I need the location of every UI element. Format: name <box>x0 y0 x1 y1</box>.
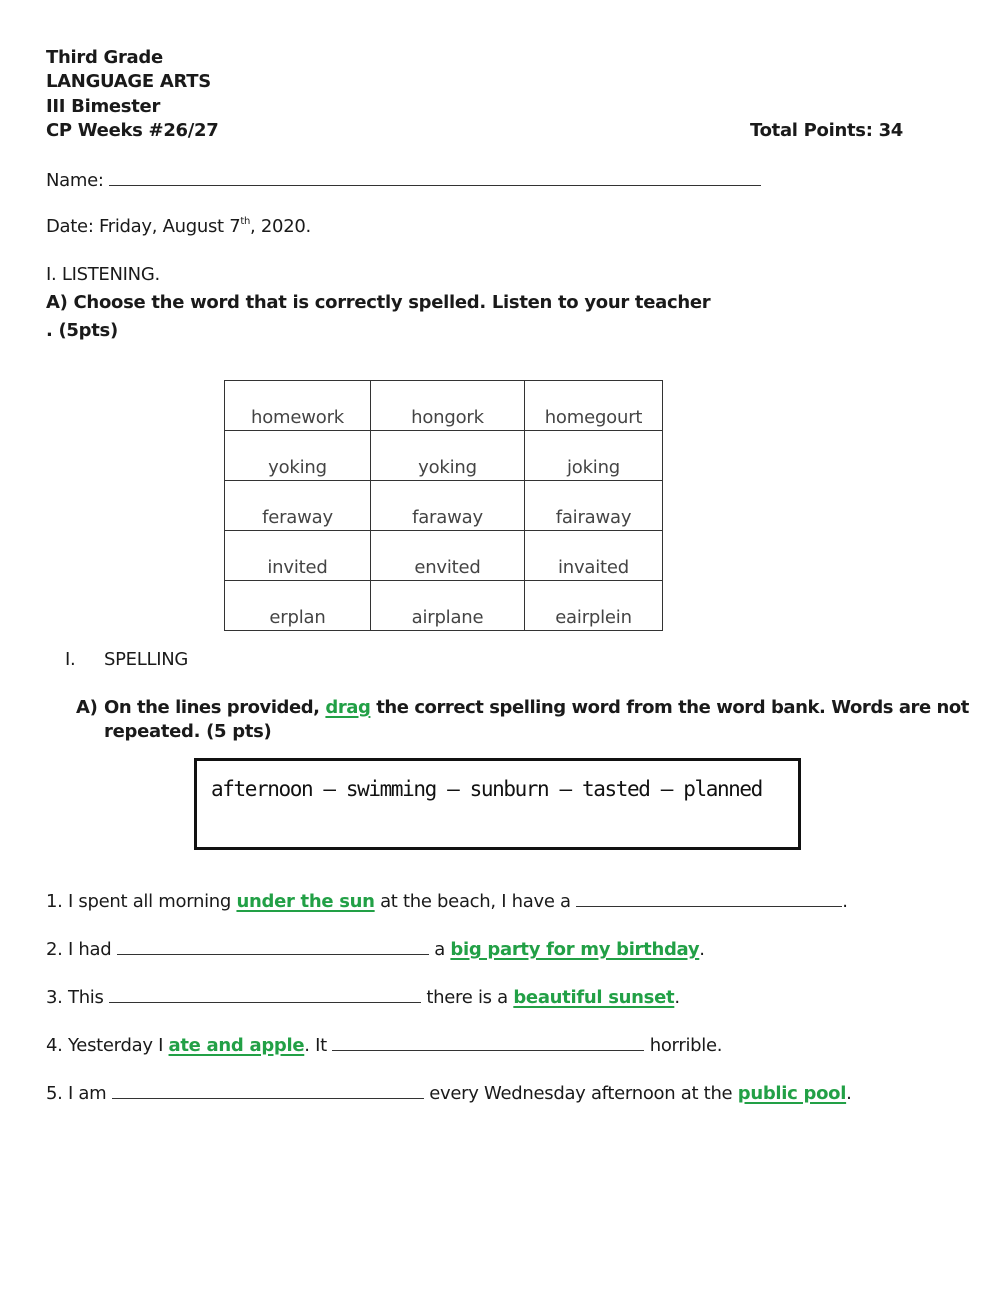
hint-link[interactable]: public pool <box>737 1083 847 1104</box>
name-label: Name: <box>46 170 104 191</box>
date-suffix: , 2020. <box>250 216 311 237</box>
sentence-text: . <box>842 891 848 912</box>
hint-link[interactable]: ate and apple <box>168 1035 305 1056</box>
word-option[interactable]: yoking <box>225 431 371 481</box>
name-row <box>46 167 761 193</box>
word-option[interactable]: airplane <box>371 581 525 631</box>
sentence-text: there is a <box>426 987 508 1008</box>
table-row <box>225 431 663 481</box>
table-row <box>225 381 663 431</box>
listening-instruction: A) Choose the word that is correctly spelled. Listen to your teacher <box>46 292 711 313</box>
header-weeks: CP Weeks #26/27 <box>46 120 219 141</box>
word-option[interactable]: hongork <box>371 381 525 431</box>
word-option[interactable]: feraway <box>225 481 371 531</box>
spelling-instruction-line2: repeated. (5 pts) <box>104 721 272 742</box>
drag-link[interactable]: drag <box>325 697 371 718</box>
date-line <box>46 215 311 239</box>
sentence-text: . <box>699 939 705 960</box>
word-option[interactable]: eairplein <box>525 581 663 631</box>
sentence-text: a <box>434 939 445 960</box>
sentence-text: 5. I am <box>46 1083 107 1104</box>
word-option[interactable]: invaited <box>525 531 663 581</box>
listening-points: . (5pts) <box>46 320 118 341</box>
answer-blank[interactable] <box>332 1032 644 1051</box>
instruction-post: the correct spelling word from the word bank. Words are not <box>376 697 969 718</box>
sentence-text: at the beach, I have a <box>380 891 571 912</box>
header-subject: LANGUAGE ARTS <box>46 71 211 92</box>
hint-link[interactable]: beautiful sunset <box>513 987 675 1008</box>
word-option[interactable]: yoking <box>371 431 525 481</box>
header-bimester: III Bimester <box>46 96 161 117</box>
table-row <box>225 531 663 581</box>
spelling-instruction-label: A) <box>76 697 98 718</box>
word-option[interactable]: fairaway <box>525 481 663 531</box>
word-option[interactable]: faraway <box>371 481 525 531</box>
sentence-text: 3. This <box>46 987 104 1008</box>
spelling-instruction <box>104 696 969 720</box>
word-bank-box <box>194 758 801 850</box>
answer-blank[interactable] <box>117 936 429 955</box>
sentence-1 <box>46 888 848 914</box>
header-grade: Third Grade <box>46 47 163 68</box>
total-points: Total Points: 34 <box>750 120 904 141</box>
sentence-text: horrible. <box>649 1035 723 1056</box>
sentence-5 <box>46 1080 852 1106</box>
sentence-text: . <box>674 987 680 1008</box>
section-spelling-number: I. <box>65 649 76 670</box>
date-sup: th <box>240 216 251 227</box>
sentence-3 <box>46 984 680 1010</box>
word-option[interactable]: envited <box>371 531 525 581</box>
sentence-text: 4. Yesterday I <box>46 1035 164 1056</box>
word-option[interactable]: homegourt <box>525 381 663 431</box>
section-listening-title: I. LISTENING. <box>46 264 160 285</box>
answer-blank[interactable] <box>109 984 421 1003</box>
date-prefix: Date: Friday, August 7 <box>46 216 241 237</box>
section-spelling-title: SPELLING <box>104 649 189 670</box>
answer-blank[interactable] <box>576 888 842 907</box>
name-blank[interactable] <box>109 167 761 186</box>
instruction-pre: On the lines provided, <box>104 697 320 718</box>
word-option[interactable]: joking <box>525 431 663 481</box>
word-choice-table <box>224 380 663 631</box>
sentence-text: every Wednesday afternoon at the <box>429 1083 733 1104</box>
word-option[interactable]: invited <box>225 531 371 581</box>
sentence-4 <box>46 1032 722 1058</box>
answer-blank[interactable] <box>112 1080 424 1099</box>
table-row <box>225 481 663 531</box>
sentence-text: . It <box>304 1035 327 1056</box>
sentence-text: 1. I spent all morning <box>46 891 232 912</box>
hint-link[interactable]: under the sun <box>236 891 375 912</box>
word-option[interactable]: homework <box>225 381 371 431</box>
table-row <box>225 581 663 631</box>
word-bank-words[interactable]: afternoon – swimming – sunburn – tasted – planned <box>211 777 762 801</box>
hint-link[interactable]: big party for my birthday <box>450 939 700 960</box>
sentence-text: . <box>846 1083 852 1104</box>
word-option[interactable]: erplan <box>225 581 371 631</box>
sentence-2 <box>46 936 705 962</box>
sentence-text: 2. I had <box>46 939 112 960</box>
